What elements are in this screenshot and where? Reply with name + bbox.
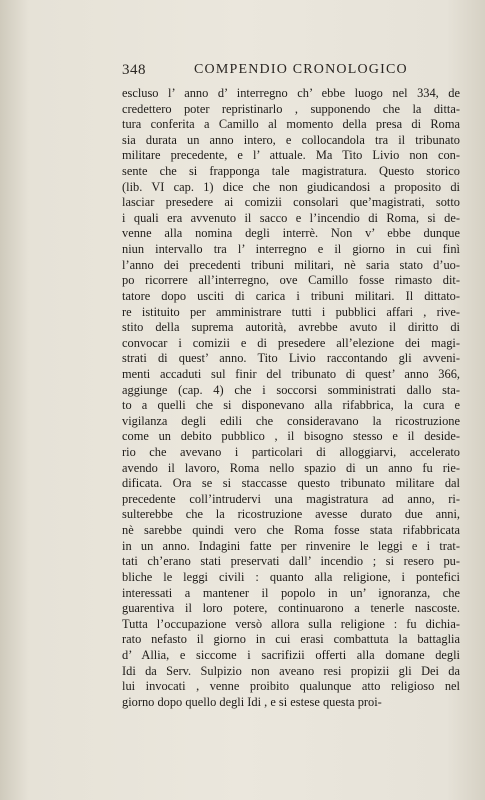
page-number: 348 — [122, 62, 146, 78]
text-line: tura conferita a Camillo al momento della presa di Roma — [122, 117, 460, 132]
text-line: i quali era avvenuto il sacco e l’incendio di Roma, si de- — [122, 210, 460, 225]
text-line: menti accaduti sul finir del tribunato di quest’ anno 366, — [122, 366, 460, 381]
text-line: Tutta l’occupazione versò allora sulla religione : fu dichia- — [122, 616, 460, 631]
text-line: (lib. VI cap. 1) dice che non giudicandosi a proposito di — [122, 179, 460, 194]
text-line: in un anno. Indagini fatte per rinvenire le leggi e i trat- — [122, 538, 460, 553]
text-line: tati ch’erano stati preservati dall’ incendio ; si resero pu- — [122, 554, 460, 569]
text-line: sulterebbe che la ricostruzione avesse durato due anni, — [122, 507, 460, 522]
text-line: guarentiva il loro potere, continuarono a tenerle nascoste. — [122, 601, 460, 616]
text-line: sia durata un anno intero, e collocandola tra il tribunato — [122, 132, 460, 147]
text-line: sente che si frapponga tale magistratura. Questo storico — [122, 164, 460, 179]
text-line: to a quelli che si disponevano alla rifabbrica, la cura e — [122, 398, 460, 413]
text-line: convocar i comizii e di presedere all’elezione dei magi- — [122, 335, 460, 350]
page-header — [122, 62, 462, 82]
text-line: militare precedente, e l’ attuale. Ma Tito Livio non con- — [122, 148, 460, 163]
text-line: lasciar presedere ai comizii consolari que’magistrati, sotto — [122, 195, 460, 210]
text-line: vigilanza degli edili che consideravano la ricostruzione — [122, 413, 460, 428]
text-line: rio che avevano i particolari di alloggiarvi, accelerato — [122, 445, 460, 460]
text-line: avendo il lavoro, Roma nello spazio di un anno fu rie- — [122, 460, 460, 475]
text-line: l’anno dei precedenti tribuni militari, nè saria stato d’uo- — [122, 257, 460, 272]
text-line: aggiunge (cap. 4) che i soccorsi somministrati dallo sta- — [122, 382, 460, 397]
text-line: precedente coll’intrudervi una magistratura ad anno, ri- — [122, 491, 460, 506]
text-line: bliche le leggi civili : quanto alla religione, i pontefici — [122, 569, 460, 584]
text-line: venne alla nomina degli interrè. Non v’ ebbe dunque — [122, 226, 460, 241]
text-line: tatore dopo usciti di carica i tribuni militari. Il dittato- — [122, 288, 460, 303]
text-line: re istituito per amministrare tutti i pubblici affari , rive- — [122, 304, 460, 319]
text-line: giorno dopo quello degli Idi , e si estese questa proi- — [122, 694, 382, 709]
text-line: dificata. Ora se si staccasse questo tribunato militare dal — [122, 476, 460, 491]
text-line: Idi da Serv. Sulpizio non aveano resi propizii gli Dei da — [122, 663, 460, 678]
text-line: niun intervallo tra l’ interregno e il giorno in cui finì — [122, 242, 460, 257]
text-line: strati di quest’ anno. Tito Livio raccontando gli avveni- — [122, 351, 460, 366]
running-title: COMPENDIO CRONOLOGICO — [194, 62, 408, 77]
body-text — [122, 86, 460, 710]
text-line: credettero poter repristinarlo , supponendo che la ditta- — [122, 101, 460, 116]
text-line: escluso l’ anno d’ interregno ch’ ebbe luogo nel 334, de — [122, 86, 460, 100]
text-line: lui invocati , venne proibito qualunque atto religioso nel — [122, 679, 460, 694]
text-line: nè sarebbe quindi vero che Roma fosse stata rifabbricata — [122, 523, 460, 538]
text-line: d’ Allia, e siccome i sacrifizii offerti alla domane degli — [122, 647, 460, 662]
text-line: stito della suprema autorità, avrebbe avuto il diritto di — [122, 320, 460, 335]
text-line: po ricorrere all’interregno, ove Camillo fosse rimasto dit- — [122, 273, 460, 288]
text-line: rato nefasto il giorno in cui erasi combattuta la battaglia — [122, 632, 460, 647]
text-line: come un debito pubblico , il bisogno stesso e il deside- — [122, 429, 460, 444]
text-line: interessati a mantener il popolo in un’ ignoranza, che — [122, 585, 460, 600]
